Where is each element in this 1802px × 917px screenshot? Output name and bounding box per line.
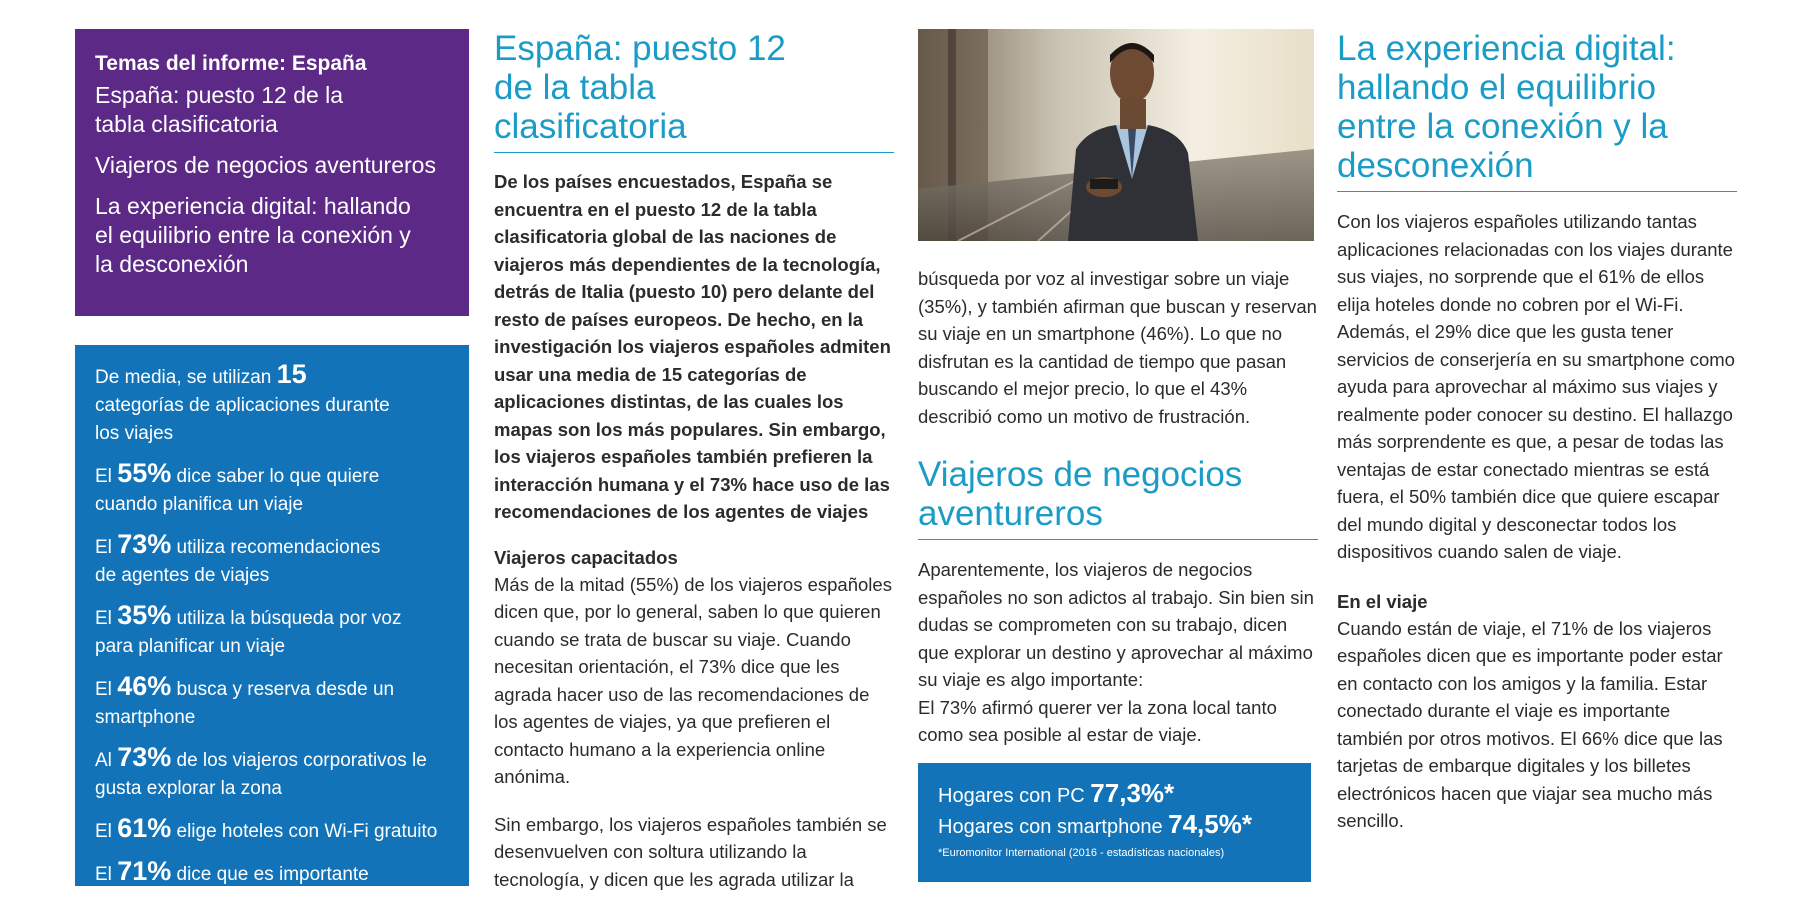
lead-paragraph: De los países encuestados, España se encuentra en el puesto 12 de la tabla clasificatoria global de las naciones de viajeros más dependientes de la tecnología, detrás de Italia (puesto 10) pero delante del resto de países europeos. De hecho, en la investigación los viajeros españoles admiten usar una media de 15 categorías de aplicaciones distintas, de las cuales los mapas son los más populares. Sin embargo, los viajeros españoles también prefieren la interacción humana y el 73% hace uso de las recomendaciones de los agentes de viajes xyxy=(494,171,891,522)
section-ranking xyxy=(494,29,894,893)
stat-number: 46% xyxy=(117,671,172,701)
stats-box xyxy=(75,345,469,913)
paragraph-continued: búsqueda por voz al investigar sobre un viaje (35%), y también afirman que buscan y reservan su viaje en un smartphone (46%). Lo que no disfrutan es la cantidad de tiempo que pasan buscando el mejor precio, lo que el 43% describió como un motivo de frustración. xyxy=(918,268,1317,427)
household-stats-box xyxy=(918,763,1311,882)
stat-item: Al 73% de los viajeros corporativos le gusta explorar la zona xyxy=(95,742,427,799)
stat-item: El 73% utiliza recomendaciones de agentes de viajes xyxy=(95,529,381,586)
topic-item[interactable]: La experiencia digital: hallando el equilibrio entre la conexión y la desconexión xyxy=(95,193,411,277)
section-digital-experience xyxy=(1337,29,1737,835)
topics-box xyxy=(75,29,469,316)
paragraph: Cuando están de viaje, el 71% de los viajeros españoles dicen que es importante poder estar en contacto con los amigos y la familia. Estar conectado durante el viaje es importante también por otros motivos. El 66% dice que las tarjetas de embarque digitales y los billetes electrónicos hacen que viajar sea mucho más sencillo. xyxy=(1337,617,1723,831)
topics-header: Temas del informe: España xyxy=(95,52,367,75)
stat-item: El 55% dice saber lo que quiere cuando planifica un viaje xyxy=(95,458,380,515)
stat-item: El 46% busca y reserva desde un smartphone xyxy=(95,671,395,728)
stat-line-pc: Hogares con PC 77,3%* xyxy=(938,778,1175,808)
paragraph: El 73% afirmó querer ver la zona local tanto como sea posible al estar de viaje. xyxy=(918,696,1277,745)
stat-number: 74,5%* xyxy=(1168,809,1252,839)
section-heading: España: puesto 12 de la tabla clasificatoria xyxy=(494,29,894,153)
section-heading: Viajeros de negocios aventureros xyxy=(918,455,1318,540)
paragraph: Aparentemente, los viajeros de negocios españoles no son adictos al trabajo. Sin bien sin dudas se comprometen con su trabajo, dicen que explorar un destino y aprovechar al máximo su viaje es algo importante: xyxy=(918,559,1314,690)
topic-item[interactable]: España: puesto 12 de la tabla clasificatoria xyxy=(95,82,344,137)
paragraph: Con los viajeros españoles utilizando tantas aplicaciones relacionadas con los viajes durante sus viajes, no sorprende que el 61% de ellos elija hoteles donde no cobren por el Wi-Fi. Además, el 29% dice que les gusta tener servicios de conserjería en su smartphone como ayuda para aprovechar al máximo sus viajes y realmente poder conocer su destino. El hallazgo más sorprendente es que, a pesar de todas las ventajas de estar conectado mientras se está fuera, el 50% también dice que quiere escapar del mundo digital y desconectar todos los dispositivos cuando salen de viaje. xyxy=(1337,211,1735,562)
stat-item: De media, se utilizan 15 categorías de aplicaciones durante los viajes xyxy=(95,359,390,444)
subheading: En el viaje xyxy=(1337,590,1428,612)
section-adventurous-travelers xyxy=(918,265,1318,749)
subheading: Viajeros capacitados xyxy=(494,546,678,568)
stat-number: 77,3%* xyxy=(1090,778,1175,808)
paragraph: Sin embargo, los viajeros españoles también se desenvuelven con soltura utilizando la tecnología, y dicen que les agrada utilizar la xyxy=(494,813,887,890)
stat-number: 35% xyxy=(117,600,172,630)
stat-number: 55% xyxy=(117,458,172,488)
stat-number: 71% xyxy=(117,856,172,886)
stat-item: El 71% dice que es importante permanecer en contacto al viajar xyxy=(95,856,371,913)
stat-number: 73% xyxy=(117,742,172,772)
paragraph: Más de la mitad (55%) de los viajeros españoles dicen que, por lo general, saben lo que quieren cuando se trata de buscar su viaje. Cuando necesitan orientación, el 73% dice que les agrada hacer uso de las recomendaciones de los agentes de viajes, ya que prefieren el contacto humano a la experiencia online anónima. xyxy=(494,573,892,787)
stat-item: El 35% utiliza la búsqueda por voz para planificar un viaje xyxy=(95,600,402,657)
source-note: *Euromonitor International (2016 - estadísticas nacionales) xyxy=(938,847,1225,859)
businessman-photo xyxy=(918,29,1314,241)
section-heading: La experiencia digital: hallando el equilibrio entre la conexión y la desconexión xyxy=(1337,29,1737,192)
stat-number: 61% xyxy=(117,813,172,843)
stat-item: El 61% elige hoteles con Wi-Fi gratuito xyxy=(95,813,438,843)
stat-number: 73% xyxy=(117,529,172,559)
stat-line-smartphone: Hogares con smartphone 74,5%* xyxy=(938,809,1252,839)
stat-number: 15 xyxy=(276,359,307,389)
topic-item[interactable]: Viajeros de negocios aventureros xyxy=(95,152,436,178)
